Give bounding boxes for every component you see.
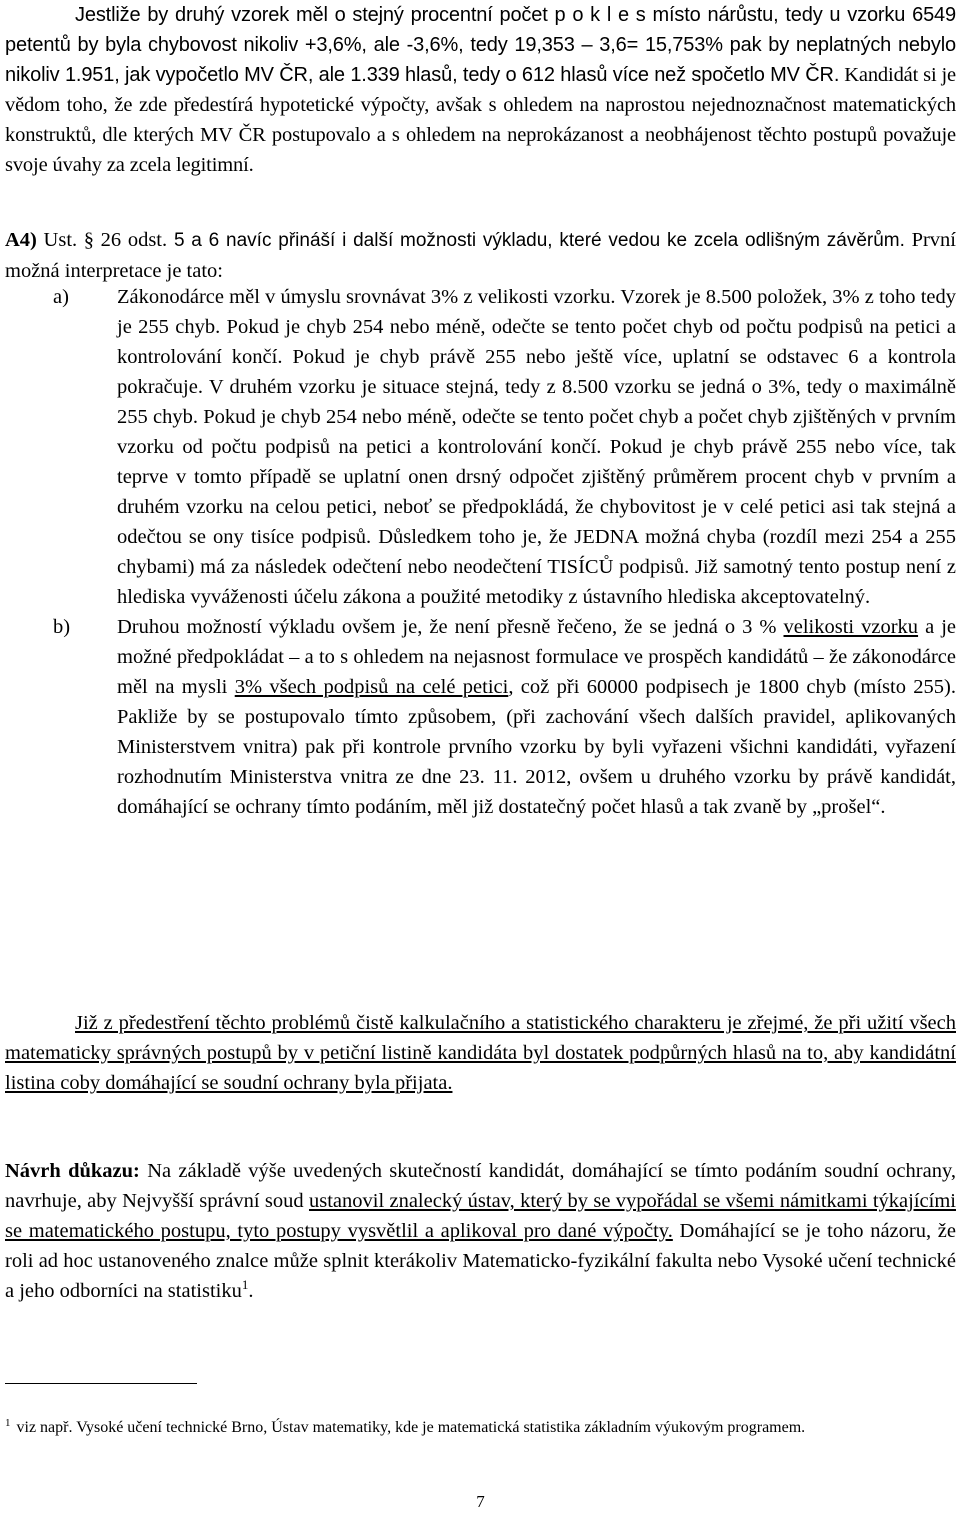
footnote xyxy=(5,1412,805,1439)
footnote-number: 1 xyxy=(5,1417,11,1429)
conclusion-paragraph xyxy=(5,1008,956,1098)
list-item-b-text-1: Druhou možností výkladu ovšem je, že není přesně řečeno, že se jedná o 3 % xyxy=(117,616,784,638)
proof-underline: ustanovil znalecký ústav, který by se vypořádal se všemi námitkami týkajícími se matematického postupu, tyto postupy vysvětlil a aplikoval pro dané výpočty. xyxy=(5,1190,956,1242)
section-a4 xyxy=(5,225,956,286)
proof-text-2: Domáhající se je toho názoru, že roli ad hoc ustanoveného znalce může splnit kterákoliv Matematicko-fyzikální fakulta nebo Vysoké učení technické a jeho odborníci na statistiku xyxy=(5,1220,956,1302)
proof-text-1: Na základě výše uvedených skutečností kandidát, domáhající se tímto podáním soudní ochrany, navrhuje, aby Nejvyšší správní soud xyxy=(5,1160,956,1212)
list-marker-a: a) xyxy=(53,286,69,308)
list-item-b-underline-2: 3% všech podpisů na celé petici xyxy=(234,676,509,698)
proof-text-3: . xyxy=(248,1280,254,1302)
page-number: 7 xyxy=(476,1492,485,1511)
list-item-a-text: Zákonodárce měl v úmyslu srovnávat 3% z velikosti vzorku. Vzorek je 8.500 položek, 3% z toho tedy je 255 chyb. Pokud je chyb 254 nebo méně, odečte se tento počet chyb od počtu podpisů na petici a kontrolování končí. Pokud je chyb právě 255 nebo ještě více, uplatní se odstavec 6 a kontrola pokračuje. V druhém vzorku je situace stejná, tedy z 8.500 vzorku se jedná o 3%, tedy o maximálně 255 chyb. Pokud je chyb 254 nebo méně, odečte se tento počet chyb a počet chyb zjištěných v prvním vzorku od počtu podpisů na petici a kontrolování končí. Pokud je chyb právě 255 nebo více, tak teprve v tomto případě se uplatní onen drsný odpočet zjištěný průměrem procent chyb v prvním a druhém vzorku na celou petici, neboť se předpokládá, že chybovitost je v celé petici asi tak stejná a odečtou se ony tisíce podpisů. Důsledkem toho je, že JEDNA možná chyba (rozdíl mezi 254 a 255 chybami) má za následek odečtení nebo neodečtení TISÍCŮ podpisů. Již samotný tento postup není z hlediska vyváženosti účelu zákona a použité metodiky z ústavního hlediska akceptovatelný. xyxy=(117,286,956,608)
footnote-reference[interactable]: 1 xyxy=(241,1277,249,1292)
proof-label: Návrh důkazu: xyxy=(5,1160,140,1182)
list-marker-b: b) xyxy=(53,616,71,638)
list-item-b-text-2: a je možné předpokládat – a to s ohledem na nejasnost formulace ve prospěch kandidátů – že zákonodárce měl na mysli xyxy=(117,616,956,698)
list-item-b xyxy=(5,612,956,822)
interpretation-list xyxy=(5,282,956,822)
footnote-separator xyxy=(5,1383,197,1384)
section-a4-text-1: Ust. § 26 odst. xyxy=(36,229,168,251)
section-a4-label: A4) xyxy=(5,229,37,251)
list-item-b-underline-1: velikosti vzorku xyxy=(783,616,919,638)
list-item-a xyxy=(5,282,956,612)
proof-proposal xyxy=(5,1156,956,1306)
conclusion-text: Již z předestření těchto problémů čistě kalkulačního a statistického charakteru je zřejmé, že při užití všech matematicky správných postupů by v petiční listině kandidáta byl dostatek podpůrných hlasů na to, aby kandidátní listina coby domáhající se soudní ochrany byla přijata. xyxy=(5,1012,956,1094)
list-item-b-text-3: , což při 60000 podpisech je 1800 chyb (místo 255). Pakliže by se postupovalo tímto způsobem, (při zachování všech dalších pravidel, aplikovaných Ministerstvem vnitra) pak při kontrole prvního vzorku by byli vyřazeni všichni kandidáti, vyřazení rozhodnutím Ministerstva vnitra ze dne 23. 11. 2012, ovšem u druhého vzorku by právě kandidát, domáhající se ochrany tímto podáním, měl již dostatečný počet hlasů a tak zvaně by „prošel“. xyxy=(117,676,956,818)
paragraph-hypothesis-part1: Jestliže by druhý vzorek měl o stejný procentní počet p o k l e s místo nárůstu, tedy u vzorku 6549 petentů by byla chybovost nikoliv +3,6%, ale -3,6%, tedy 19,353 – 3,6= 15,753% pak by neplatných nebylo nikoliv 1.951, jak vypočetlo MV ČR, ale 1.339 hlasů, tedy o 612 hlasů více než spočetlo MV ČR. xyxy=(5,4,956,86)
paragraph-hypothesis-part2: Kandidát si je vědom toho, že zde předestírá hypotetické výpočty, avšak s ohledem na naprostou nejednoznačnost matematických konstruktů, dle kterých MV ČR postupovalo a s ohledem na neprokázanost a neobhájenost těchto postupů považuje svoje úvahy za zcela legitimní. xyxy=(5,64,956,176)
section-a4-text-3: První možná interpretace je tato: xyxy=(5,229,956,282)
paragraph-hypothesis xyxy=(5,0,956,180)
section-a4-text-2: 5 a 6 navíc přináší i další možnosti výkladu, které vedou ke zcela odlišným závěrům. xyxy=(167,230,905,251)
footnote-text: viz např. Vysoké učení technické Brno, Ústav matematiky, kde je matematická statistika základním výukovým programem. xyxy=(16,1419,806,1436)
